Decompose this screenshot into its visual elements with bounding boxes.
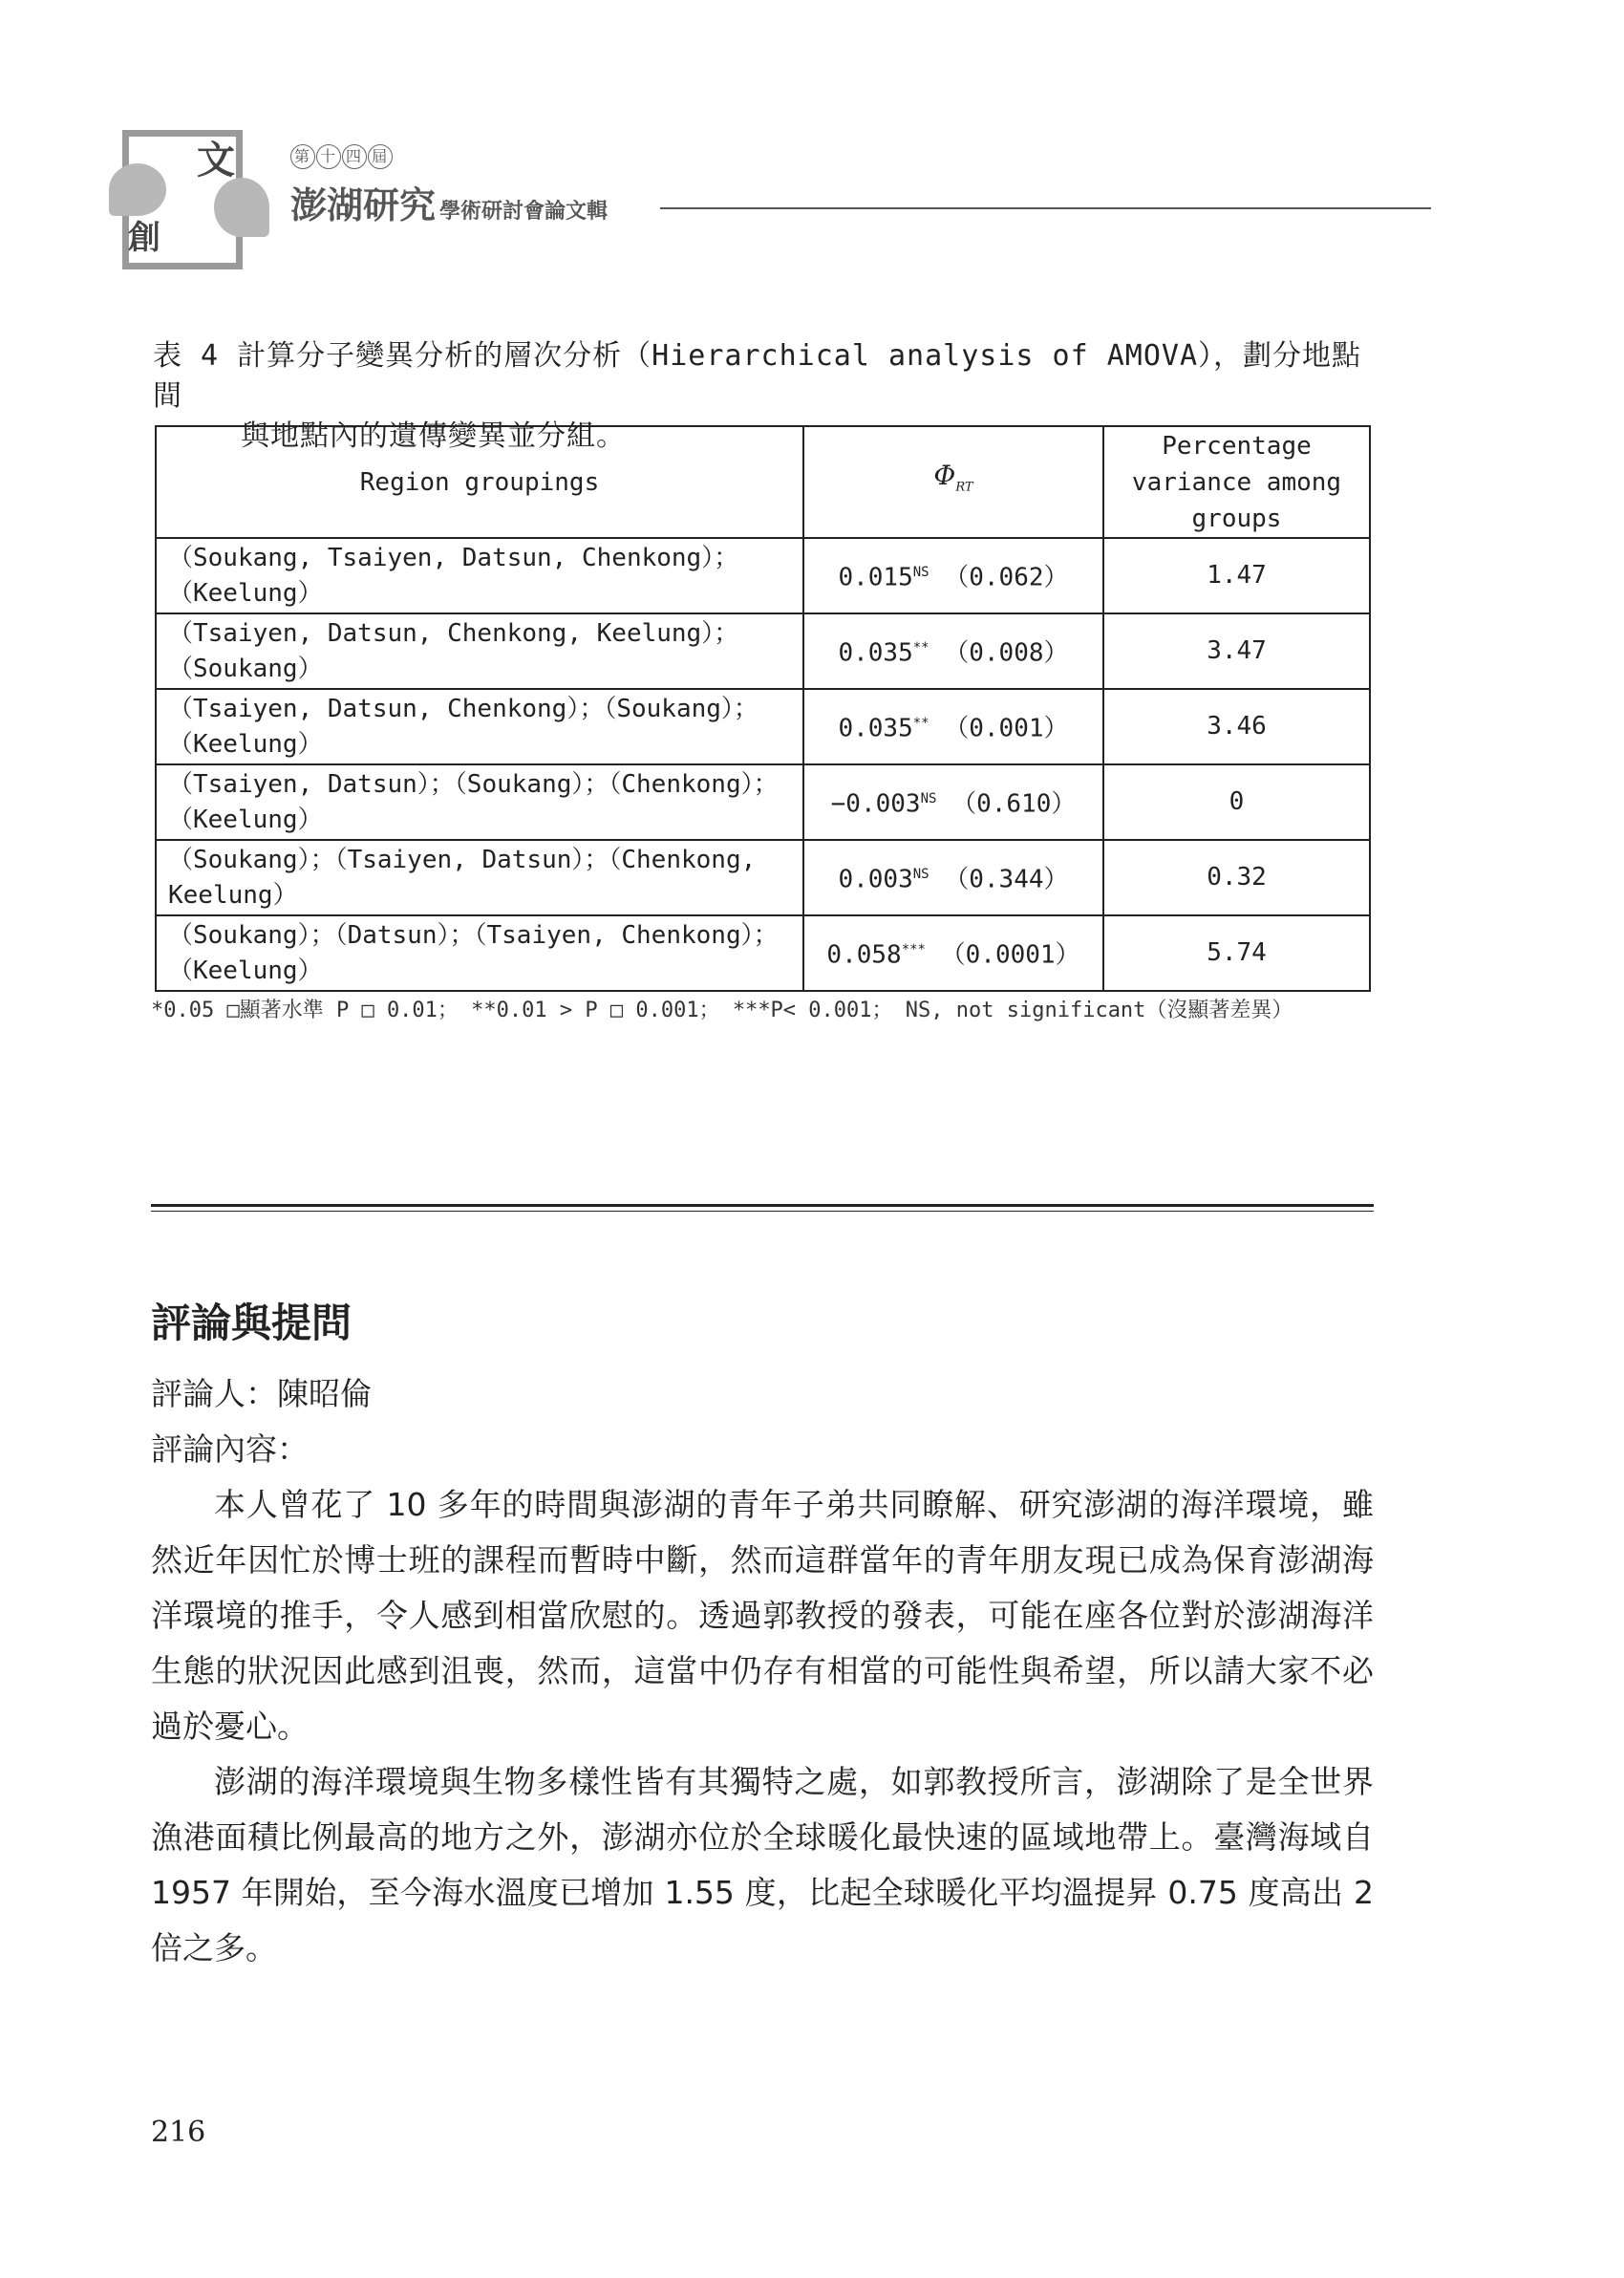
significance-mark: NS xyxy=(912,565,930,581)
table-row xyxy=(156,613,1370,689)
cell-percentage: 0.32 xyxy=(1103,840,1370,915)
comment-body xyxy=(151,1477,1374,1976)
edition-char: 四 xyxy=(342,144,367,169)
significance-mark: *** xyxy=(901,942,926,958)
significance-mark: NS xyxy=(912,867,930,883)
table-footnote: *0.05 □顯著水準 P □ 0.01； **0.01 > P □ 0.001； ***P< 0.001； NS, not significant（沒顯著差異） xyxy=(151,999,1293,1022)
edition-char: 第 xyxy=(290,144,315,169)
significance-mark: ** xyxy=(912,716,930,732)
content-label: 評論內容： xyxy=(151,1430,309,1468)
table-row xyxy=(156,764,1370,840)
table-row xyxy=(156,538,1370,613)
p-value: （0.344） xyxy=(944,865,1069,894)
table-row xyxy=(156,915,1370,991)
reviewer-line: 評論人：陳昭倫 xyxy=(151,1375,372,1412)
section-rule xyxy=(151,1211,1374,1212)
logo-glyph: 文 xyxy=(197,138,235,183)
paragraph: 澎湖的海洋環境與生物多樣性皆有其獨特之處，如郭教授所言，澎湖除了是全世界漁港面積比例最高的地方之外，澎湖亦位於全球暖化最快速的區域地帶上。臺灣海域自 1957 年開始，至今海水溫度已增加 1.55 度，比起全球暖化平均溫提昇 0.75 度高出 2 倍之多。 xyxy=(151,1763,1374,1966)
logo-glyph: 創 xyxy=(128,219,160,257)
series-subtitle: 學術研討會論文輯 xyxy=(439,199,609,224)
cell-grouping: （Soukang）；（Tsaiyen, Datsun）；（Chenkong, Keelung） xyxy=(156,840,803,915)
cell-phi xyxy=(803,915,1103,991)
logo-blob-left xyxy=(109,163,166,216)
header-region-groupings: Region groupings xyxy=(156,426,803,538)
p-value: （0.062） xyxy=(944,563,1069,592)
caption-line: 與地點內的遺傳變異並分組。 xyxy=(241,419,626,453)
table-header-row xyxy=(156,426,1370,538)
cell-phi xyxy=(803,538,1103,613)
section-rule xyxy=(151,1204,1374,1207)
conference-logo xyxy=(109,73,271,264)
logo-blob-right xyxy=(214,178,269,237)
cell-grouping: （Soukang）；（Datsun）；（Tsaiyen, Chenkong）；（Keelung） xyxy=(156,915,803,991)
cell-percentage: 5.74 xyxy=(1103,915,1370,991)
phi-value: 0.035 xyxy=(838,714,913,743)
section-heading: 評論與提問 xyxy=(151,1300,353,1346)
table-row xyxy=(156,689,1370,764)
page-number: 216 xyxy=(151,2116,206,2149)
caption-line: 表 4 計算分子變異分析的層次分析（Hierarchical analysis of AMOVA），劃分地點間 xyxy=(153,339,1362,413)
header-percentage-variance: Percentage variance among groups xyxy=(1103,426,1370,538)
series-title-main: 澎湖研究 xyxy=(290,183,437,226)
edition-char: 屆 xyxy=(368,144,393,169)
cell-grouping: （Tsaiyen, Datsun, Chenkong）；（Soukang）；（Keelung） xyxy=(156,689,803,764)
p-value: （0.610） xyxy=(951,789,1077,819)
cell-phi xyxy=(803,613,1103,689)
phi-subscript: RT xyxy=(955,480,973,495)
significance-mark: NS xyxy=(920,791,937,807)
cell-percentage: 1.47 xyxy=(1103,538,1370,613)
paragraph: 本人曾花了 10 多年的時間與澎湖的青年子弟共同瞭解、研究澎湖的海洋環境，雖然近年因忙於博士班的課程而暫時中斷，然而這群當年的青年朋友現已成為保育澎湖海洋環境的推手，令人感到相當欣慰的。透過郭教授的發表，可能在座各位對於澎湖海洋生態的狀況因此感到沮喪，然而，這當中仍存有相當的可能性與希望，所以請大家不必過於憂心。 xyxy=(151,1486,1374,1745)
cell-phi xyxy=(803,764,1103,840)
phi-value: 0.035 xyxy=(838,638,913,668)
phi-value: 0.058 xyxy=(826,940,902,970)
phi-symbol: Φ xyxy=(933,460,956,492)
p-value: （0.008） xyxy=(944,638,1069,668)
phi-value: 0.015 xyxy=(838,563,913,592)
p-value: （0.0001） xyxy=(940,940,1080,970)
header-phi-rt xyxy=(803,426,1103,538)
cell-grouping: （Tsaiyen, Datsun）；（Soukang）；（Chenkong）；（Keelung） xyxy=(156,764,803,840)
cell-phi xyxy=(803,840,1103,915)
amova-table xyxy=(155,425,1371,992)
edition-label xyxy=(290,143,394,169)
cell-percentage: 0 xyxy=(1103,764,1370,840)
significance-mark: ** xyxy=(912,640,930,656)
edition-char: 十 xyxy=(316,144,341,169)
phi-value: −0.003 xyxy=(830,789,921,819)
cell-grouping: （Tsaiyen, Datsun, Chenkong, Keelung）；（Soukang） xyxy=(156,613,803,689)
header-rule xyxy=(660,207,1431,209)
cell-percentage: 3.46 xyxy=(1103,689,1370,764)
p-value: （0.001） xyxy=(944,714,1069,743)
cell-phi xyxy=(803,689,1103,764)
table-row xyxy=(156,840,1370,915)
cell-percentage: 3.47 xyxy=(1103,613,1370,689)
cell-grouping: （Soukang, Tsaiyen, Datsun, Chenkong）；（Keelung） xyxy=(156,538,803,613)
phi-value: 0.003 xyxy=(838,865,913,894)
series-title xyxy=(290,176,608,228)
